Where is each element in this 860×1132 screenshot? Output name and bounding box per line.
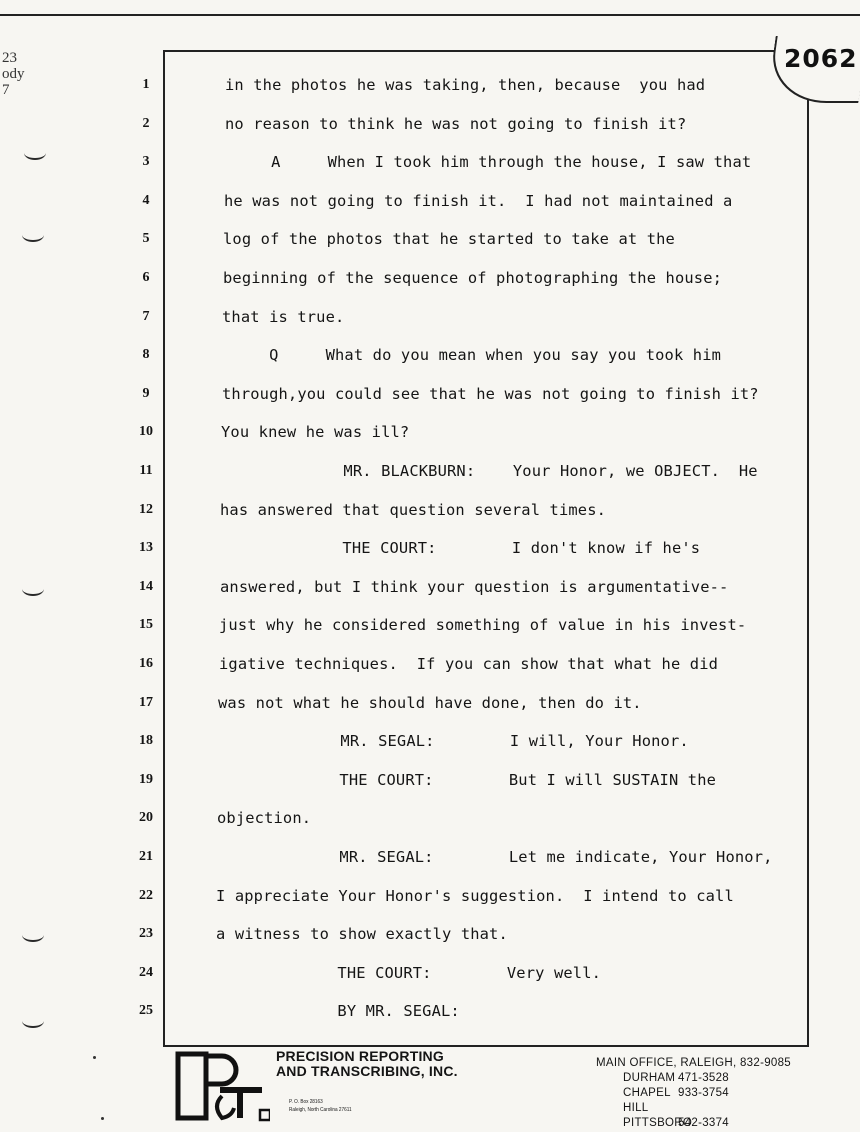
binder-hole-mark: [22, 582, 44, 596]
line-number: 2: [142, 115, 150, 131]
office-city: CHAPEL HILL: [623, 1087, 671, 1114]
margin-note: ody: [2, 66, 25, 82]
transcript-line: MR. SEGAL: Let me indicate, Your Honor,: [217, 848, 773, 866]
line-number: 5: [142, 231, 150, 247]
transcript-line: no reason to think he was not going to finish it?: [225, 114, 687, 133]
transcript-line: THE COURT: But I will SUSTAIN the: [217, 770, 717, 789]
transcript-line: THE COURT: Very well.: [215, 963, 602, 982]
address-line: Raleigh, North Carolina 27611: [289, 1107, 352, 1113]
office-phone: 542-3374: [678, 1117, 729, 1129]
line-number: 3: [142, 154, 150, 170]
line-number: 7: [142, 308, 150, 324]
office-row: [596, 1086, 791, 1116]
scan-speck: [101, 1117, 104, 1120]
transcript-line: in the photos he was taking, then, because you had: [225, 76, 706, 94]
company-name-line: PRECISION REPORTING: [276, 1048, 444, 1064]
transcript-line: a witness to show exactly that.: [216, 925, 508, 944]
transcript-line: You knew he was ill?: [221, 423, 410, 442]
office-row: [596, 1071, 791, 1086]
line-number: 6: [142, 270, 150, 285]
line-number: 24: [139, 964, 153, 980]
transcript-line: BY MR. SEGAL:: [215, 1002, 460, 1021]
scan-speck: [93, 1056, 96, 1059]
transcript-line: objection.: [217, 809, 312, 828]
page-number: 2062: [784, 44, 858, 73]
line-number: 16: [139, 656, 153, 671]
company-name: [276, 1049, 458, 1079]
line-number: 21: [139, 849, 153, 864]
transcript-line: beginning of the sequence of photographing the house;: [223, 269, 723, 287]
transcript-line: just why he considered something of value in his invest-: [219, 616, 747, 635]
binder-hole-mark: [24, 146, 46, 160]
line-number: 4: [142, 192, 150, 208]
margin-note: 7: [2, 82, 10, 98]
line-number: 17: [139, 694, 153, 710]
transcript-line: has answered that question several times.: [220, 500, 607, 519]
line-number: 19: [139, 771, 153, 787]
transcript-line: I appreciate Your Honor's suggestion. I intend to call: [216, 886, 734, 905]
transcript-line: THE COURT: I don't know if he's: [220, 539, 701, 558]
margin-note: 23: [2, 50, 17, 66]
transcript-line: igative techniques. If you can show that what he did: [219, 655, 719, 673]
transcript-line: through,you could see that he was not going to finish it?: [222, 384, 759, 403]
company-address: [289, 1098, 352, 1114]
line-number: 20: [139, 810, 153, 826]
transcript-line: was not what he should have done, then do it.: [218, 693, 642, 712]
office-row: [596, 1116, 791, 1131]
binder-hole-mark: [22, 228, 44, 242]
office-city: PITTSBORO: [623, 1117, 693, 1129]
line-number: 18: [139, 733, 153, 749]
line-number: 8: [142, 347, 150, 363]
line-number: 15: [139, 617, 153, 633]
transcript-line: MR. BLACKBURN: Your Honor, we OBJECT. He: [221, 462, 758, 480]
line-number: 1: [142, 77, 150, 92]
line-number: 23: [139, 926, 153, 942]
line-number: 9: [142, 385, 150, 401]
transcript-line: log of the photos that he started to take at the: [223, 230, 675, 249]
transcript-line: MR. SEGAL: I will, Your Honor.: [218, 732, 689, 751]
office-phone: 933-3754: [678, 1087, 729, 1099]
address-line: P. O. Box 28163: [289, 1099, 323, 1105]
line-number: 11: [139, 463, 153, 478]
margin-notes: [2, 50, 42, 98]
line-number: 22: [139, 887, 153, 903]
line-number: 14: [139, 578, 153, 594]
office-list: [596, 1056, 791, 1131]
main-office: MAIN OFFICE, RALEIGH, 832-9085: [596, 1057, 791, 1069]
line-number: 25: [139, 1003, 153, 1019]
office-phone: 471-3528: [678, 1072, 729, 1084]
office-city: DURHAM: [623, 1072, 676, 1084]
company-logo: [174, 1050, 270, 1124]
line-number: 10: [139, 424, 153, 440]
transcript-line: Q What do you mean when you say you took him: [222, 346, 722, 365]
binder-hole-mark: [22, 928, 44, 942]
transcript-line: A When I took him through the house, I saw that: [224, 153, 752, 172]
transcript-line: he was not going to finish it. I had not maintained a: [224, 191, 733, 210]
transcript-line: answered, but I think your question is argumentative--: [220, 577, 729, 596]
line-number: 12: [139, 501, 153, 517]
company-name-line: AND TRANSCRIBING, INC.: [276, 1063, 458, 1079]
transcript-line: that is true.: [222, 307, 345, 326]
top-rule: [0, 14, 860, 16]
line-number: 13: [139, 540, 153, 556]
binder-hole-mark: [22, 1014, 44, 1028]
